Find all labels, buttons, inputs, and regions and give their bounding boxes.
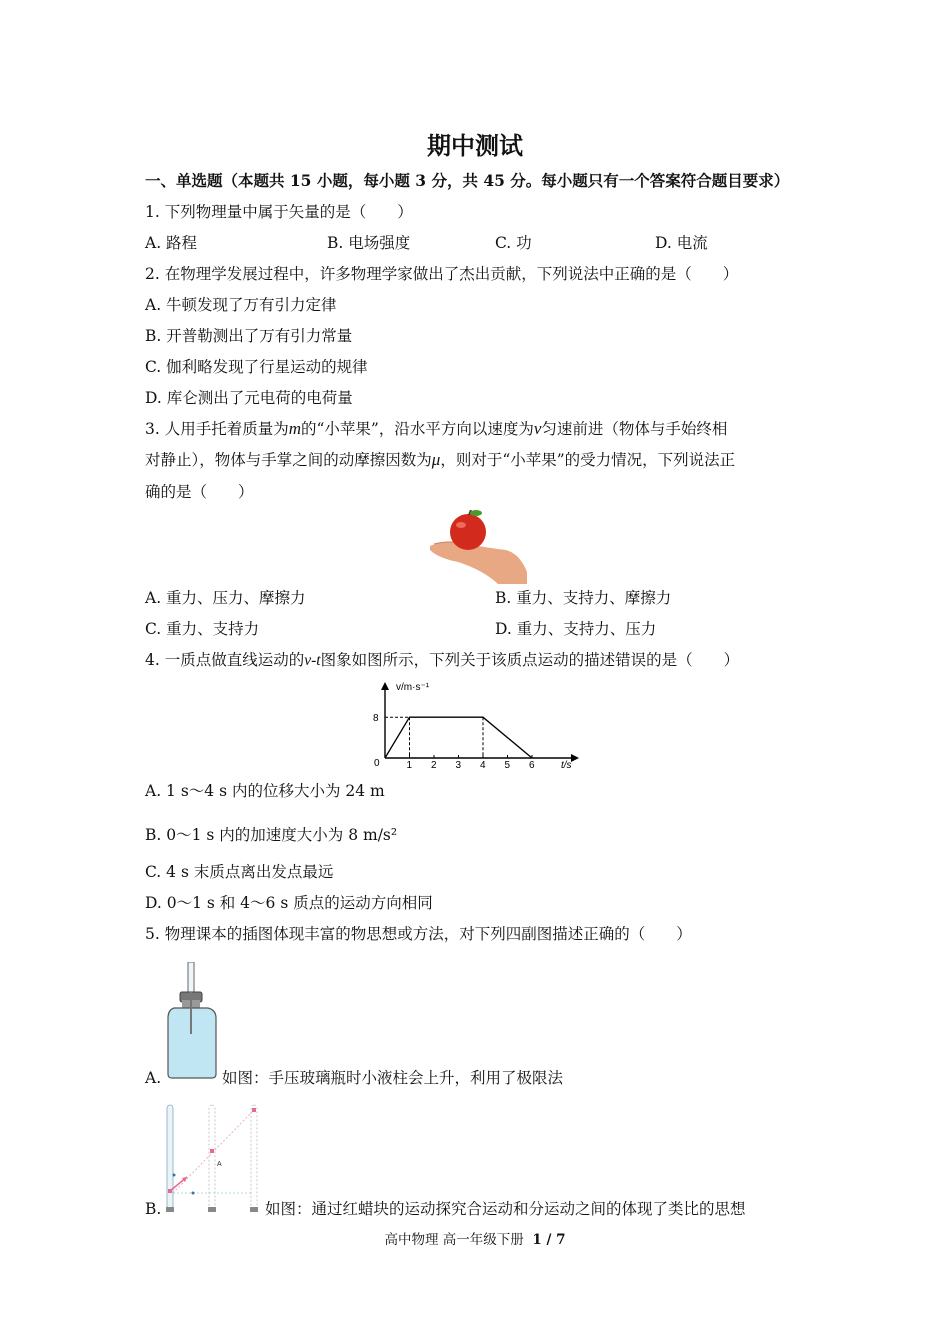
q3-stem-line2 (145, 450, 735, 470)
q2-option-c: C. 伽利略发现了行星运动的规律 (145, 358, 368, 376)
glass-bottle-figure (166, 962, 218, 1080)
tube-3 (251, 1105, 257, 1209)
footer-text: 高中物理 高一年级下册 (384, 1232, 524, 1248)
page-footer (0, 1228, 950, 1248)
dot-marker (173, 1174, 176, 1177)
section-heading: 一、单选题（本题共 15 小题，每小题 3 分，共 45 分。每小题只有一个答案符合题目要求） (145, 171, 790, 190)
tube-1 (167, 1105, 173, 1209)
y-tick-label: 8 (373, 713, 379, 725)
q2-option-a: A. 牛顿发现了万有引力定律 (145, 296, 337, 314)
q5-option-b-text: 如图：通过红蜡块的运动探究合运动和分运动之间的体现了类比的思想 (265, 1200, 746, 1218)
dot-marker (192, 1192, 195, 1195)
tube-2-base (208, 1207, 216, 1212)
wax-block-3 (252, 1108, 256, 1112)
glass-tube (188, 962, 194, 992)
q5-option-a-label: A. (145, 1069, 162, 1087)
q4-var-vt: v-t (304, 652, 321, 669)
q5-option-a-text: 如图：手压玻璃瓶时小液柱会上升，利用了极限法 (222, 1069, 564, 1087)
y-axis-arrow (381, 682, 389, 690)
y-axis-label: v/m·s⁻¹ (396, 682, 430, 693)
q3-var-mu: μ (431, 450, 441, 469)
q3-var-v: v (533, 419, 542, 438)
q2-option-b: B. 开普勒测出了万有引力常量 (145, 327, 353, 345)
x-tick-label: 6 (529, 760, 535, 771)
q3-text: 3. 人用手托着质量为 (145, 420, 289, 438)
wax-block-figure (163, 1103, 263, 1215)
q3-text: ，则对于“小苹果”的受力情况，下列说法正 (440, 451, 736, 469)
q4-stem (145, 650, 739, 671)
q5-stem: 5. 物理课本的插图体现丰富的物思想或方法，对下列四副图描述正确的（ ） (145, 925, 692, 943)
q3-stem-line3: 确的是（ ） (145, 483, 254, 501)
apple-leaf (470, 510, 482, 516)
x-tick-label: 3 (455, 760, 462, 771)
q3-option-b: B. 重力、支持力、摩擦力 (495, 589, 672, 607)
q4-option-a: A. 1 s～4 s 内的位移大小为 24 m (145, 782, 385, 800)
q5-option-b-label: B. (145, 1200, 162, 1218)
x-axis-arrow (571, 754, 579, 762)
wax-block-2 (210, 1149, 214, 1153)
q3-text: 的“小苹果”，沿水平方向以速度为 (301, 420, 534, 438)
q3-option-c: C. 重力、支持力 (145, 620, 260, 638)
q3-option-d: D. 重力、支持力、压力 (495, 620, 657, 638)
q4-option-d: D. 0～1 s 和 4～6 s 质点的运动方向相同 (145, 894, 433, 912)
q3-text: 匀速前进（物体与手始终相 (541, 420, 728, 438)
x-axis-label: t/s (561, 760, 572, 771)
origin-label: 0 (374, 758, 380, 769)
hand-shape (430, 541, 527, 584)
q1-option-a: A. 路程 (145, 234, 198, 252)
tube-3-base (250, 1207, 258, 1212)
q3-text: 对静止），物体与手掌之间的动摩擦因数为 (145, 451, 432, 469)
q1-stem: 1. 下列物理量中属于矢量的是（ ） (145, 203, 413, 221)
tube-2 (209, 1105, 215, 1209)
q3-stem-line1 (145, 419, 727, 439)
q4-text: 图象如图所示，下列关于该质点运动的描述错误的是（ ） (320, 651, 740, 669)
x-tick-label: 2 (431, 760, 437, 771)
apple-hand-figure (428, 510, 528, 584)
page-number: 1 / 7 (532, 1232, 566, 1248)
q2-stem: 2. 在物理学发展过程中，许多物理学家做出了杰出贡献，下列说法中正确的是（ ） (145, 265, 739, 283)
tube-1-base (166, 1207, 174, 1212)
q2-option-d: D. 库仑测出了元电荷的电荷量 (145, 389, 353, 407)
q1-option-c: C. 功 (495, 234, 532, 252)
fig-label-a: A (217, 1161, 222, 1168)
q3-option-a: A. 重力、压力、摩擦力 (145, 589, 306, 607)
q4-text: 4. 一质点做直线运动的 (145, 651, 305, 669)
apple-highlight (456, 522, 466, 528)
wax-block-1 (168, 1189, 172, 1193)
q4-option-c: C. 4 s 末质点离出发点最远 (145, 863, 334, 881)
x-tick-label: 4 (480, 760, 486, 771)
q1-option-b: B. 电场强度 (327, 234, 411, 252)
q3-var-m: m (288, 419, 301, 438)
x-tick-label: 1 (406, 760, 413, 771)
x-tick-label: 5 (504, 760, 511, 771)
vt-chart (366, 676, 581, 771)
q1-option-d: D. 电流 (655, 234, 708, 252)
page-title: 期中测试 (427, 131, 523, 160)
q4-option-b: B. 0～1 s 内的加速度大小为 8 m/s² (145, 826, 398, 844)
apple-icon (450, 514, 486, 550)
vt-series-line (385, 717, 532, 758)
